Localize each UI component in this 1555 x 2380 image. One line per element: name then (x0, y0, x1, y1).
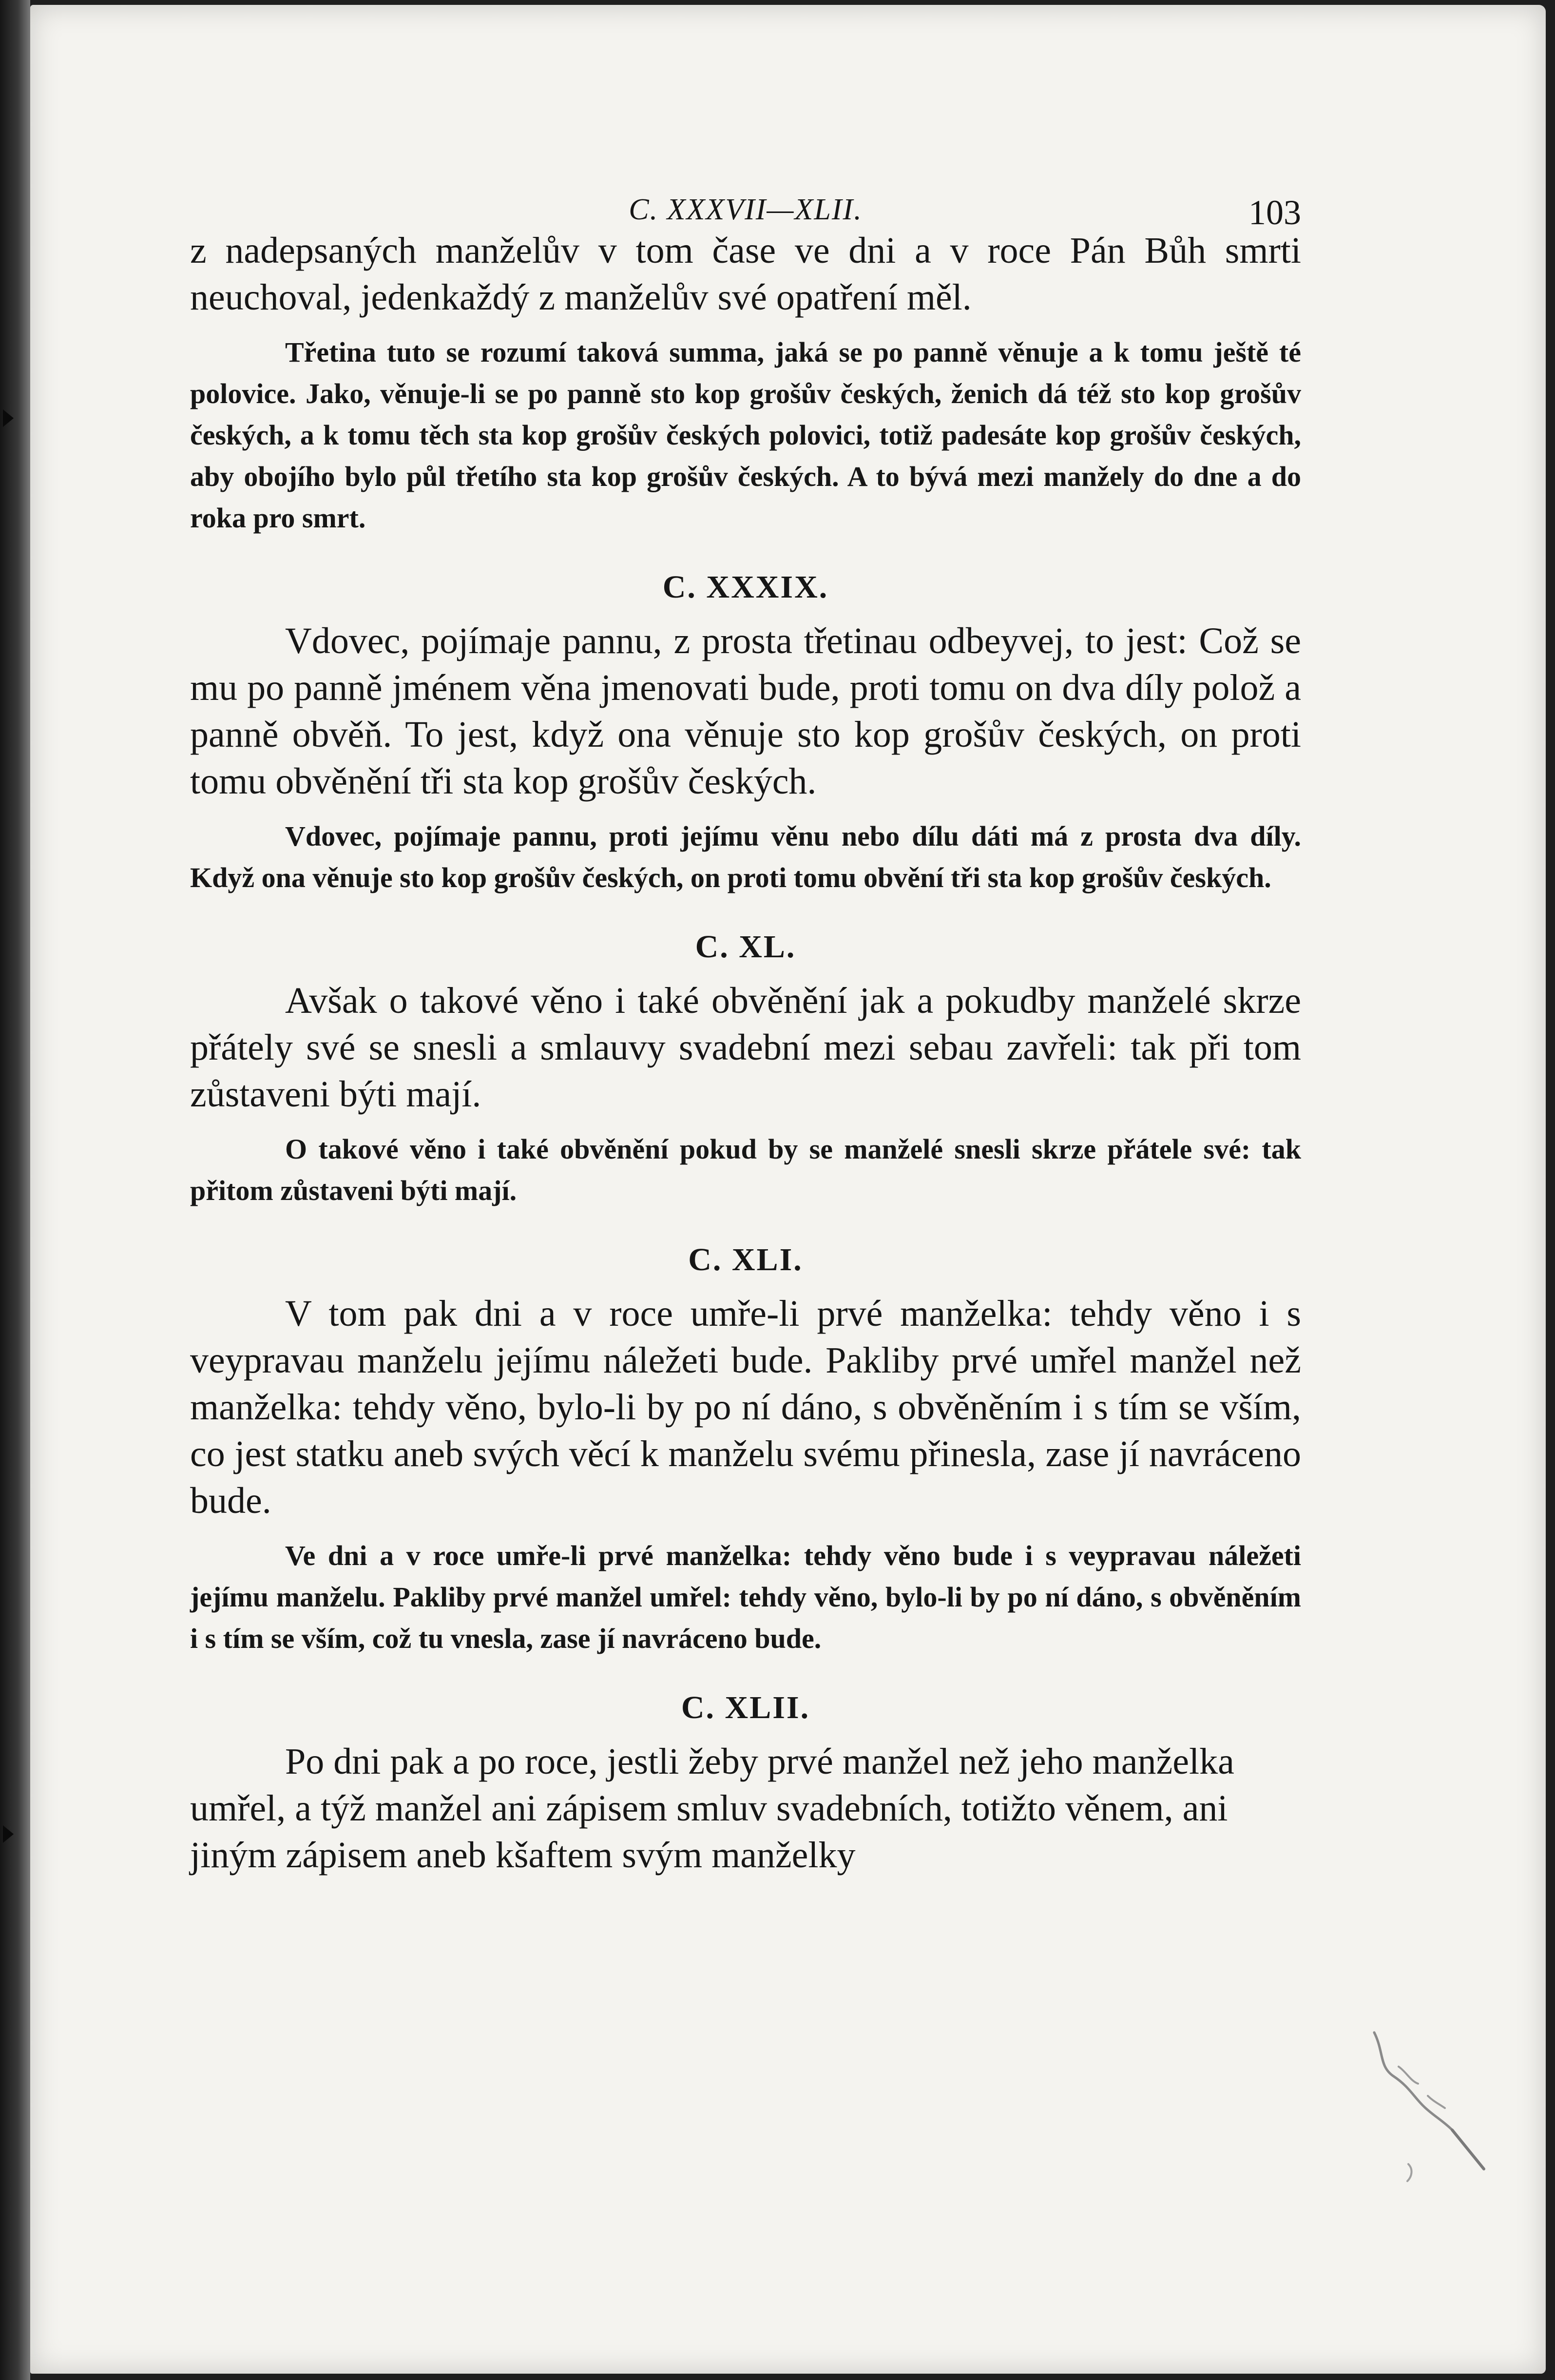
section-xlii-old-text: Po dni pak a po roce, jestli žeby prvé manžel než jeho manželka umřel, a týž manžel ani zápisem smluv svadebních, totižto věnem, ani jiným zápisem aneb kšaftem svým manželky (190, 1741, 1234, 1876)
section-heading-xli: C. XLI. (688, 1242, 803, 1277)
running-head (190, 146, 1301, 232)
running-title: C. XXXVII—XLII. (629, 193, 863, 226)
margin-arrow-mark (3, 1825, 14, 1843)
section-xli-old-text: V tom pak dni a v roce umře-li prvé manželka: tehdy věno i s veypravau manželu jejímu náležeti bude. Pakliby prvé umřel manžel než manželka: tehdy věno, bylo-li by po ní dáno, s obvěněním i s tím se vším, co jest statku aneb svých věcí k manželu svému přinesla, zase jí navráceno bude. (190, 1293, 1301, 1521)
margin-arrow-mark (3, 409, 14, 427)
section-xl-old-text: Avšak o takové věno i také obvěnění jak a pokudby manželé skrze přátely své se snesli a smlauvy svadební mezi sebau zavřeli: tak při tom zůstaveni býti mají. (190, 980, 1301, 1115)
section-xxxix-old-text: Vdovec, pojímaje pannu, z prosta třetinau odbeyvej, to jest: Což se mu po panně jménem věna jmenovati bude, proti tomu on dva díly polož a panně obvěň. To jest, když ona věnuje sto kop grošův českých, on proti tomu obvěnění tři sta kop grošův českých. (190, 620, 1301, 802)
intro-old-text: z nadepsaných manželův v tom čase ve dni a v roce Pán Bůh smrti neuchoval, jedenkaždý z manželův své opatření měl. (190, 230, 1301, 318)
pencil-marginalia (1364, 2023, 1491, 2184)
section-xl-modern-text: O takové věno i také obvěnění pokud by se manželé snesli skrze přátele své: tak přitom zůstaveni býti mají. (190, 1133, 1301, 1206)
section-heading-xl: C. XL. (695, 929, 796, 965)
section-heading-xlii: C. XLII. (681, 1690, 810, 1725)
intro-modern-text: Třetina tuto se rozumí taková summa, jaká se po panně věnuje a k tomu ještě té polovice. Jako, věnuje-li se po panně sto kop grošův českých, ženich dá též sto kop grošův českých, a k tomu těch sta kop grošův českých polovici, totiž padesáte kop grošův českých, aby obojího bylo půl třetího sta kop grošův českých. A to bývá mezi manžely do dne a do roka pro smrt. (190, 336, 1301, 534)
binding-edge (0, 0, 30, 2380)
page-number: 103 (1248, 193, 1301, 232)
text-block (190, 146, 1301, 1878)
section-heading-xxxix: C. XXXIX. (662, 569, 829, 605)
section-xli-modern-text: Ve dni a v roce umře-li prvé manželka: tehdy věno bude i s veypravau náležeti jejímu manželu. Pakliby prvé manžel umřel: tehdy věno, bylo-li by po ní dáno, s obvěněním i s tím se vším, což tu vnesla, zase jí navráceno bude. (190, 1540, 1301, 1654)
section-xxxix-modern-text: Vdovec, pojímaje pannu, proti jejímu věnu nebo dílu dáti má z prosta dva díly. Když ona věnuje sto kop grošův českých, on proti tomu obvění tři sta kop grošův českých. (190, 820, 1301, 893)
